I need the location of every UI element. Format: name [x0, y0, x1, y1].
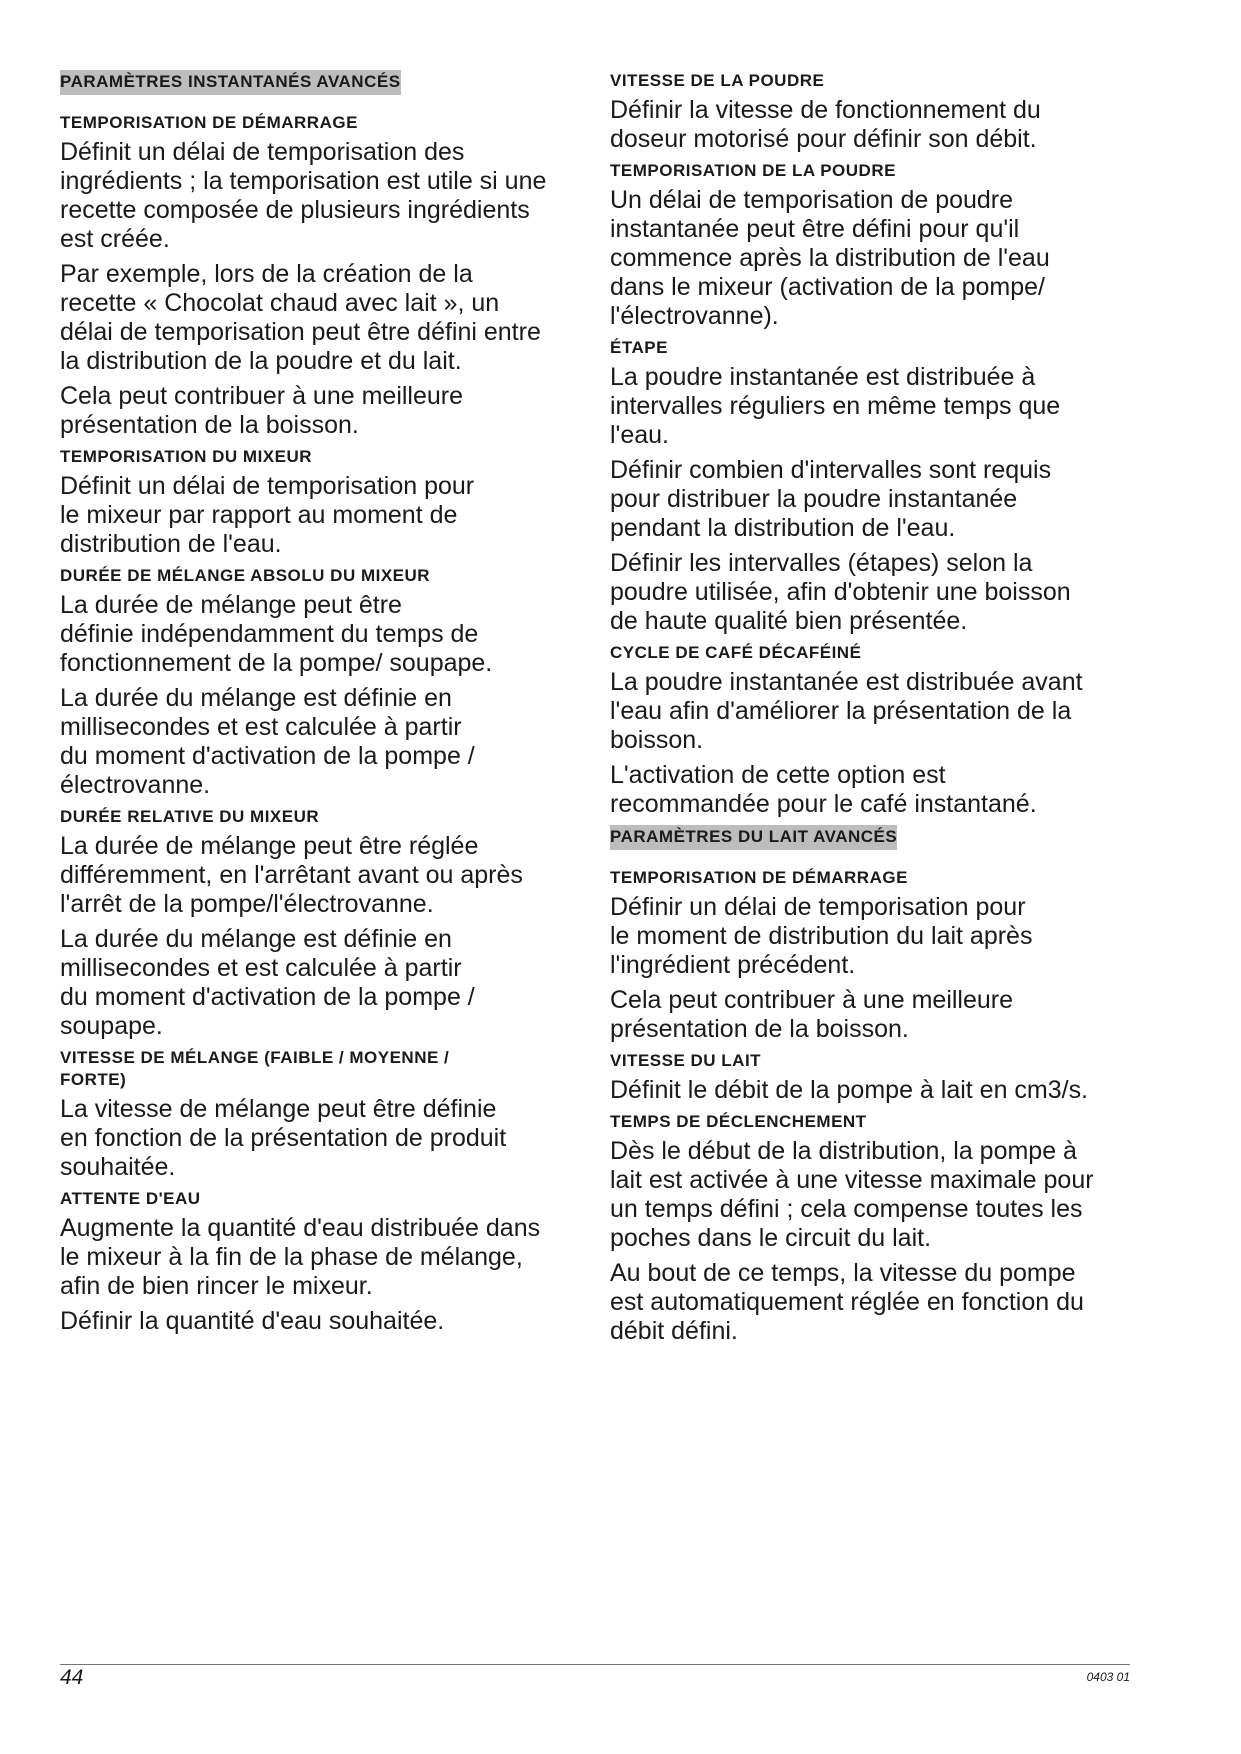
paragraph: Cela peut contribuer à une meilleure présentation de la boisson.: [610, 986, 1014, 1043]
paragraph: Au bout de ce temps, la vitesse du pompe est automatiquement réglée en fonction du débit défini.: [610, 1259, 1084, 1345]
subsection-heading: TEMPORISATION DE DÉMARRAGE: [60, 113, 358, 132]
paragraph: Par exemple, lors de la création de la recette « Chocolat chaud avec lait », un délai de temporisation peut être défini entre la distribution de la poudre et du lait.: [60, 260, 541, 375]
subsection-heading: ATTENTE D'EAU: [60, 1189, 201, 1208]
paragraph: La durée du mélange est définie en millisecondes et est calculée à partir du moment d'activation de la pompe / électrovanne.: [60, 684, 475, 799]
section-heading: PARAMÈTRES DU LAIT AVANCÉS: [610, 825, 897, 850]
paragraph: La durée de mélange peut être réglée différemment, en l'arrêtant avant ou après l'arrêt de la pompe/l'électrovanne.: [60, 832, 523, 918]
paragraph: Cela peut contribuer à une meilleure présentation de la boisson.: [60, 382, 464, 439]
document-code: 0403 01: [1086, 1670, 1130, 1684]
paragraph: La durée du mélange est définie en millisecondes et est calculée à partir du moment d'activation de la pompe / soupape.: [60, 925, 475, 1040]
paragraph: L'activation de cette option est recommandée pour le café instantané.: [610, 761, 1037, 818]
subsection-heading: VITESSE DU LAIT: [610, 1051, 762, 1070]
paragraph: Définit un délai de temporisation des ingrédients ; la temporisation est utile si une recette composée de plusieurs ingrédients est créée.: [60, 138, 547, 253]
right-column: [610, 70, 1140, 1352]
subsection-heading: VITESSE DE MÉLANGE (FAIBLE / MOYENNE / FORTE): [60, 1048, 450, 1089]
section-heading-wrapper: [610, 825, 1140, 859]
subsection-heading: TEMPS DE DÉCLENCHEMENT: [610, 1112, 867, 1131]
subsection-heading: DURÉE RELATIVE DU MIXEUR: [60, 807, 320, 826]
paragraph: La durée de mélange peut être définie indépendamment du temps de fonctionnement de la pompe/ soupape.: [60, 591, 493, 677]
subsection-heading: CYCLE DE CAFÉ DÉCAFÉINÉ: [610, 643, 862, 662]
section-heading-wrapper: [60, 70, 590, 104]
paragraph: Définit un délai de temporisation pour le mixeur par rapport au moment de distribution de l'eau.: [60, 472, 475, 558]
section-heading: PARAMÈTRES INSTANTANÉS AVANCÉS: [60, 70, 401, 95]
paragraph: Définir la quantité d'eau souhaitée.: [60, 1307, 445, 1335]
left-column: [60, 70, 590, 1342]
paragraph: La poudre instantanée est distribuée avant l'eau afin d'améliorer la présentation de la boisson.: [610, 668, 1083, 754]
paragraph: Définit le débit de la pompe à lait en cm3/s.: [610, 1076, 1089, 1104]
subsection-heading: TEMPORISATION DU MIXEUR: [60, 447, 313, 466]
subsection-heading: ÉTAPE: [610, 338, 668, 357]
paragraph: Un délai de temporisation de poudre instantanée peut être défini pour qu'il commence après la distribution de l'eau dans le mixeur (activation de la pompe/ l'électrovanne).: [610, 186, 1050, 330]
paragraph: Définir combien d'intervalles sont requis pour distribuer la poudre instantanée pendant la distribution de l'eau.: [610, 456, 1052, 542]
paragraph: Définir les intervalles (étapes) selon la poudre utilisée, afin d'obtenir une boisson de haute qualité bien présentée.: [610, 549, 1071, 635]
paragraph: Augmente la quantité d'eau distribuée dans le mixeur à la fin de la phase de mélange, afin de bien rincer le mixeur.: [60, 1214, 541, 1300]
paragraph: Définir la vitesse de fonctionnement du doseur motorisé pour définir son débit.: [610, 96, 1041, 153]
paragraph: Définir un délai de temporisation pour le moment de distribution du lait après l'ingrédient précédent.: [610, 893, 1033, 979]
page-number: 44: [60, 1666, 84, 1689]
paragraph: Dès le début de la distribution, la pompe à lait est activée à une vitesse maximale pour un temps défini ; cela compense toutes les poches dans le circuit du lait.: [610, 1137, 1094, 1252]
subsection-heading: VITESSE DE LA POUDRE: [610, 71, 825, 90]
subsection-heading: TEMPORISATION DE LA POUDRE: [610, 161, 896, 180]
subsection-heading: TEMPORISATION DE DÉMARRAGE: [610, 868, 908, 887]
paragraph: La poudre instantanée est distribuée à intervalles réguliers en même temps que l'eau.: [610, 363, 1061, 449]
footer-divider: [60, 1664, 1130, 1665]
paragraph: La vitesse de mélange peut être définie en fonction de la présentation de produit souhaitée.: [60, 1095, 507, 1181]
subsection-heading: DURÉE DE MÉLANGE ABSOLU DU MIXEUR: [60, 566, 431, 585]
